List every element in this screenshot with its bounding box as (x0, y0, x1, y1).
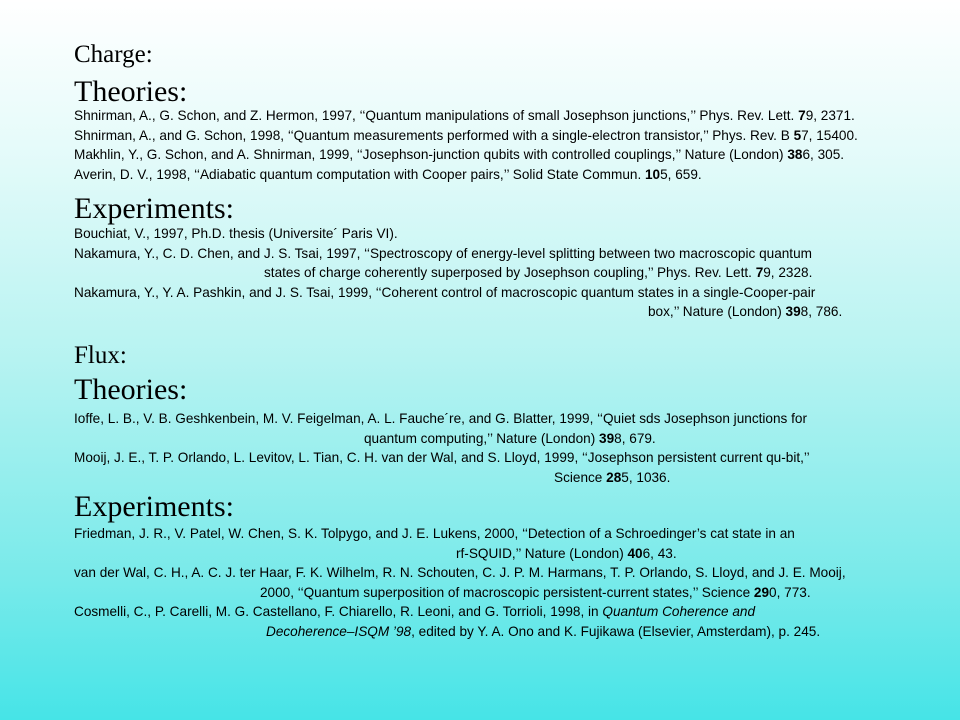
flux-theories-list (74, 409, 960, 487)
reference-item: Makhlin, Y., G. Schon, and A. Shnirman, 1999, ‘‘Josephson-junction qubits with controlled couplings,’’ Nature (London) 386, 305. (74, 147, 845, 162)
reference-item: van der Wal, C. H., A. C. J. ter Haar, F. K. Wilhelm, R. N. Schouten, C. J. P. M. Harmans, T. P. Orlando, S. Lloyd, and J. E. Mooij, 2000, ‘‘Quantum superposition of macroscopic persistent-current states,’’ Science 290, 773. (74, 565, 846, 600)
flux-theories-heading: Theories: (74, 373, 188, 406)
reference-item: Ioffe, L. B., V. B. Geshkenbein, M. V. Feigelman, A. L. Fauche´re, and G. Blatter, 1999, ‘‘Quiet sds Josephson junctions for quantum computing,’’ Nature (London) 398, 679. (74, 411, 807, 446)
reference-item: Averin, D. V., 1998, ‘‘Adiabatic quantum computation with Cooper pairs,’’ Solid State Commun. 105, 659. (74, 166, 702, 182)
charge-heading: Charge: (74, 41, 153, 68)
charge-theories-list (74, 106, 960, 184)
reference-item: Nakamura, Y., C. D. Chen, and J. S. Tsai, 1997, ‘‘Spectroscopy of energy-level splitting between two macroscopic quantum states of charge coherently superposed by Josephson coupling,’’ Phys. Rev. Lett. 79, 2328. (74, 245, 813, 280)
reference-item: Bouchiat, V., 1997, Ph.D. thesis (Universite´ Paris VI). (74, 226, 398, 241)
reference-item: Cosmelli, C., P. Carelli, M. G. Castellano, F. Chiarello, R. Leoni, and G. Torrioli, 1998, in Quantum Coherence and Decoherence–ISQM ’98, edited by Y. A. Ono and K. Fujikawa (Elsevier, Amsterdam), p. 245. (74, 604, 821, 639)
reference-item: Shnirman, A., and G. Schon, 1998, ‘‘Quantum measurements performed with a single-electron transistor,’’ Phys. Rev. B 57, 15400. (74, 127, 858, 143)
charge-experiments-list (74, 224, 960, 322)
charge-theories-heading: Theories: (74, 75, 188, 108)
reference-item: Mooij, J. E., T. P. Orlando, L. Levitov, L. Tian, C. H. van der Wal, and S. Lloyd, 1999, ‘‘Josephson persistent current qu-bit,’’ Science 285, 1036. (74, 450, 810, 485)
flux-heading: Flux: (74, 342, 127, 369)
reference-item: Friedman, J. R., V. Patel, W. Chen, S. K. Tolpygo, and J. E. Lukens, 2000, ‘‘Detection of a Schroedinger’s cat state in an rf-SQUID,’’ Nature (London) 406, 43. (74, 526, 795, 561)
charge-experiments-heading: Experiments: (74, 192, 234, 225)
reference-item: Shnirman, A., G. Schon, and Z. Hermon, 1997, ‘‘Quantum manipulations of small Josephson junctions,’’ Phys. Rev. Lett. 79, 2371. (74, 108, 855, 123)
flux-experiments-list (74, 524, 960, 641)
reference-item: Nakamura, Y., Y. A. Pashkin, and J. S. Tsai, 1999, ‘‘Coherent control of macroscopic quantum states in a single-Cooper-pair box,’’ Nature (London) 398, 786. (74, 284, 843, 319)
flux-experiments-heading: Experiments: (74, 490, 234, 523)
